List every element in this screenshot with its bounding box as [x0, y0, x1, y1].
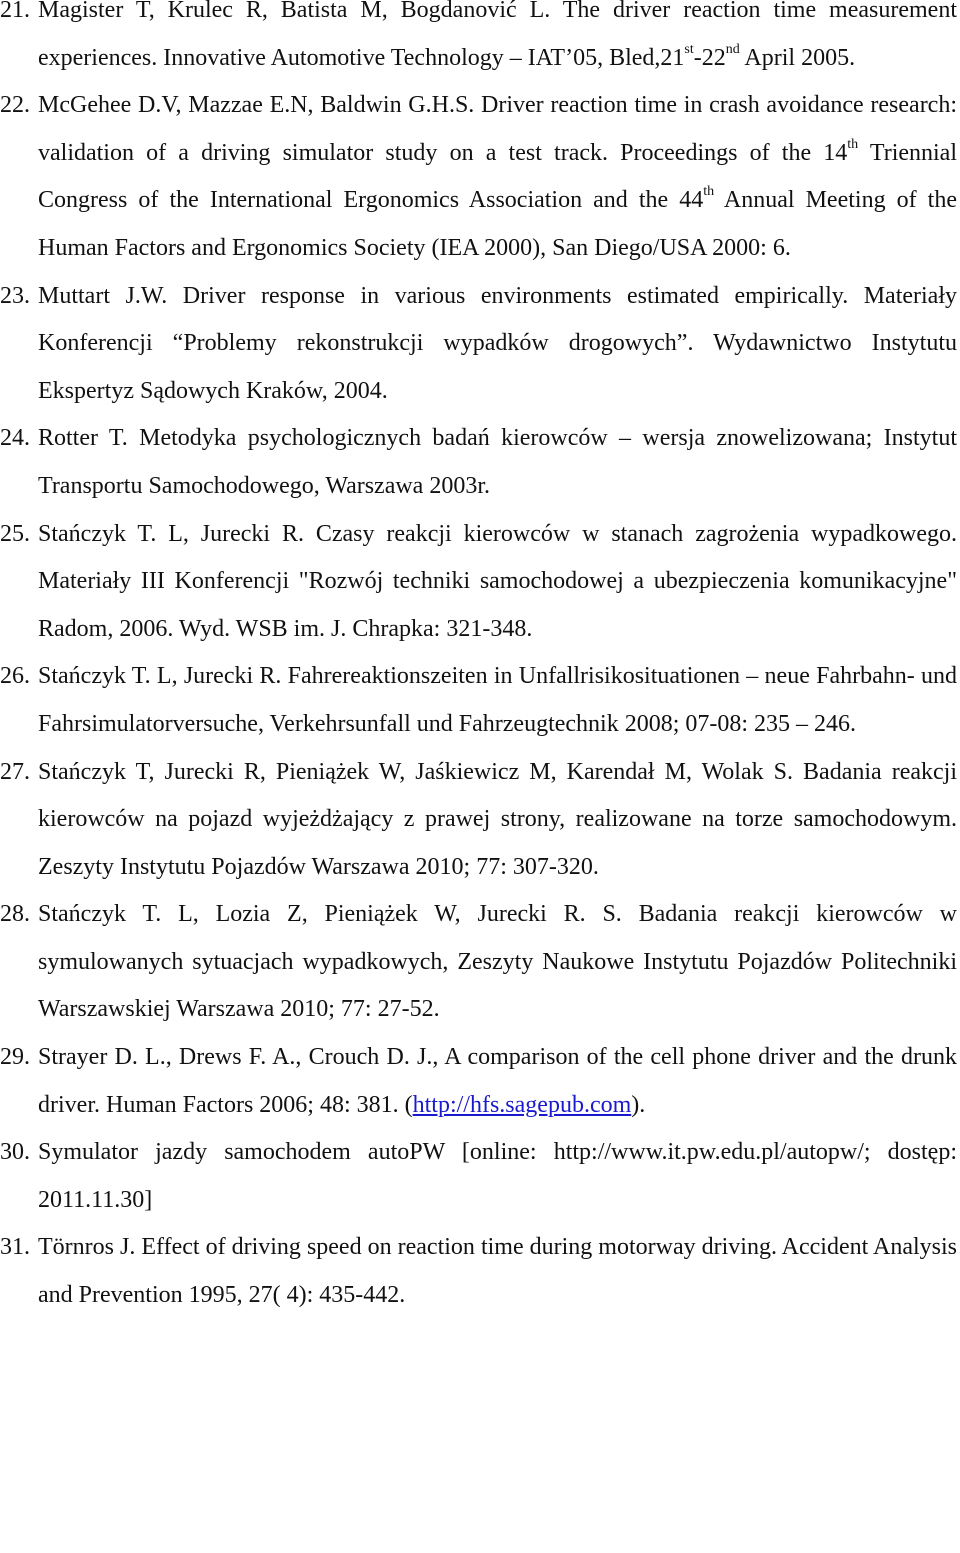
reference-text-segment: Muttart J.W. Driver response in various environments estimated empirically. Materiały Konferencji “Problemy rekonstrukcji wypadków drogowych”. Wydawnictwo Instytutu Ekspertyz Sądowych Kraków, 2004. — [38, 282, 957, 404]
reference-number: 31. — [0, 1234, 30, 1261]
reference-item-23 — [0, 273, 957, 416]
reference-item-27 — [0, 749, 957, 892]
reference-item-29 — [0, 1034, 957, 1129]
reference-text-segment: Strayer D. L., Drews F. A., Crouch D. J., A comparison of the cell phone driver and the drunk driver. Human Factors 2006; 48: 381. ( — [38, 1044, 957, 1118]
reference-item-30 — [0, 1129, 957, 1224]
reference-text — [38, 415, 957, 510]
reference-text — [38, 749, 957, 892]
reference-number: 23. — [0, 282, 30, 309]
reference-text-segment: Triennial Congress of the International Ergonomics Association and the 44 — [38, 139, 957, 214]
reference-number: 28. — [0, 901, 30, 928]
reference-text-segment: April 2005. — [739, 44, 856, 71]
reference-text-segment: McGehee D.V, Mazzae E.N, Baldwin G.H.S. Driver reaction time in crash avoidance research: validation of a driving simulator study on a test track. Proceedings of the 14 — [38, 92, 957, 166]
reference-text — [38, 273, 957, 416]
reference-text-segment: -22 — [693, 44, 726, 71]
reference-text — [38, 1224, 957, 1319]
reference-number: 21. — [0, 0, 30, 23]
reference-text-segment: Rotter T. Metodyka psychologicznych badań kierowców – wersja znowelizowana; Instytut Transportu Samochodowego, Warszawa 2003r. — [38, 425, 957, 499]
superscript: nd — [725, 41, 740, 57]
reference-item-25 — [0, 511, 957, 654]
reference-text — [38, 511, 957, 654]
superscript: st — [684, 41, 694, 57]
reference-number: 29. — [0, 1044, 30, 1071]
reference-number: 25. — [0, 520, 30, 547]
reference-number: 22. — [0, 92, 30, 119]
reference-text-segment: Stańczyk T, Jurecki R, Pieniążek W, Jaśkiewicz M, Karendał M, Wolak S. Badania reakcji kierowców na pojazd wyjeżdżający z prawej strony, realizowane na torze samochodowym. Zeszyty Instytutu Pojazdów Warszawa 2010; 77: 307-320. — [38, 758, 957, 880]
reference-item-24 — [0, 415, 957, 510]
reference-text — [38, 653, 957, 748]
superscript: th — [703, 184, 715, 200]
reference-number: 27. — [0, 758, 30, 785]
reference-text — [38, 82, 957, 272]
reference-text-segment: Stańczyk T. L, Jurecki R. Fahrereaktionszeiten in Unfallrisikosituationen – neue Fahrbahn- und Fahrsimulatorversuche, Verkehrsunfall und Fahrzeugtechnik 2008; 07-08: 235 – 246. — [38, 663, 957, 737]
reference-text-segment: ). — [631, 1091, 646, 1118]
reference-text-segment: Stańczyk T. L, Jurecki R. Czasy reakcji kierowców w stanach zagrożenia wypadkowego. Materiały III Konferencji "Rozwój techniki samochodowej a ubezpieczenia komunikacyjne" Radom, 2006. Wyd. WSB im. J. Chrapka: 321-348. — [38, 520, 957, 642]
reference-number: 26. — [0, 663, 30, 690]
reference-item-31 — [0, 1224, 957, 1319]
superscript: th — [847, 136, 859, 152]
reference-text-segment: Törnros J. Effect of driving speed on reaction time during motorway driving. Accident Analysis and Prevention 1995, 27( 4): 435-442. — [38, 1234, 957, 1309]
reference-text-segment: Magister T, Krulec R, Batista M, Bogdanović L. The driver reaction time measurement experiences. Innovative Automotive Technology – IAT’05, Bled,21 — [38, 0, 957, 71]
reference-item-28 — [0, 891, 957, 1034]
reference-text-segment: Symulator jazdy samochodem autoPW [online: http://www.it.pw.edu.pl/autopw/; dostęp: 2011.11.30] — [38, 1139, 957, 1213]
reference-text — [38, 1129, 957, 1224]
reference-text — [38, 1034, 957, 1129]
hfs-sagepub-link[interactable]: http://hfs.sagepub.com — [412, 1091, 632, 1118]
reference-text — [38, 0, 957, 82]
reference-number: 30. — [0, 1139, 30, 1166]
reference-text — [38, 891, 957, 1034]
reference-text-segment: Annual Meeting of the Human Factors and Ergonomics Society (IEA 2000), San Diego/USA 2000: 6. — [38, 187, 957, 261]
reference-item-21 — [0, 0, 957, 82]
reference-number: 24. — [0, 425, 30, 452]
reference-text-segment: Stańczyk T. L, Lozia Z, Pieniążek W, Jurecki R. S. Badania reakcji kierowców w symulowanych sytuacjach wypadkowych, Zeszyty Naukowe Instytutu Pojazdów Politechniki Warszawskiej Warszawa 2010; 77: 27-52. — [38, 901, 957, 1023]
reference-item-22 — [0, 82, 957, 272]
reference-item-26 — [0, 653, 957, 748]
